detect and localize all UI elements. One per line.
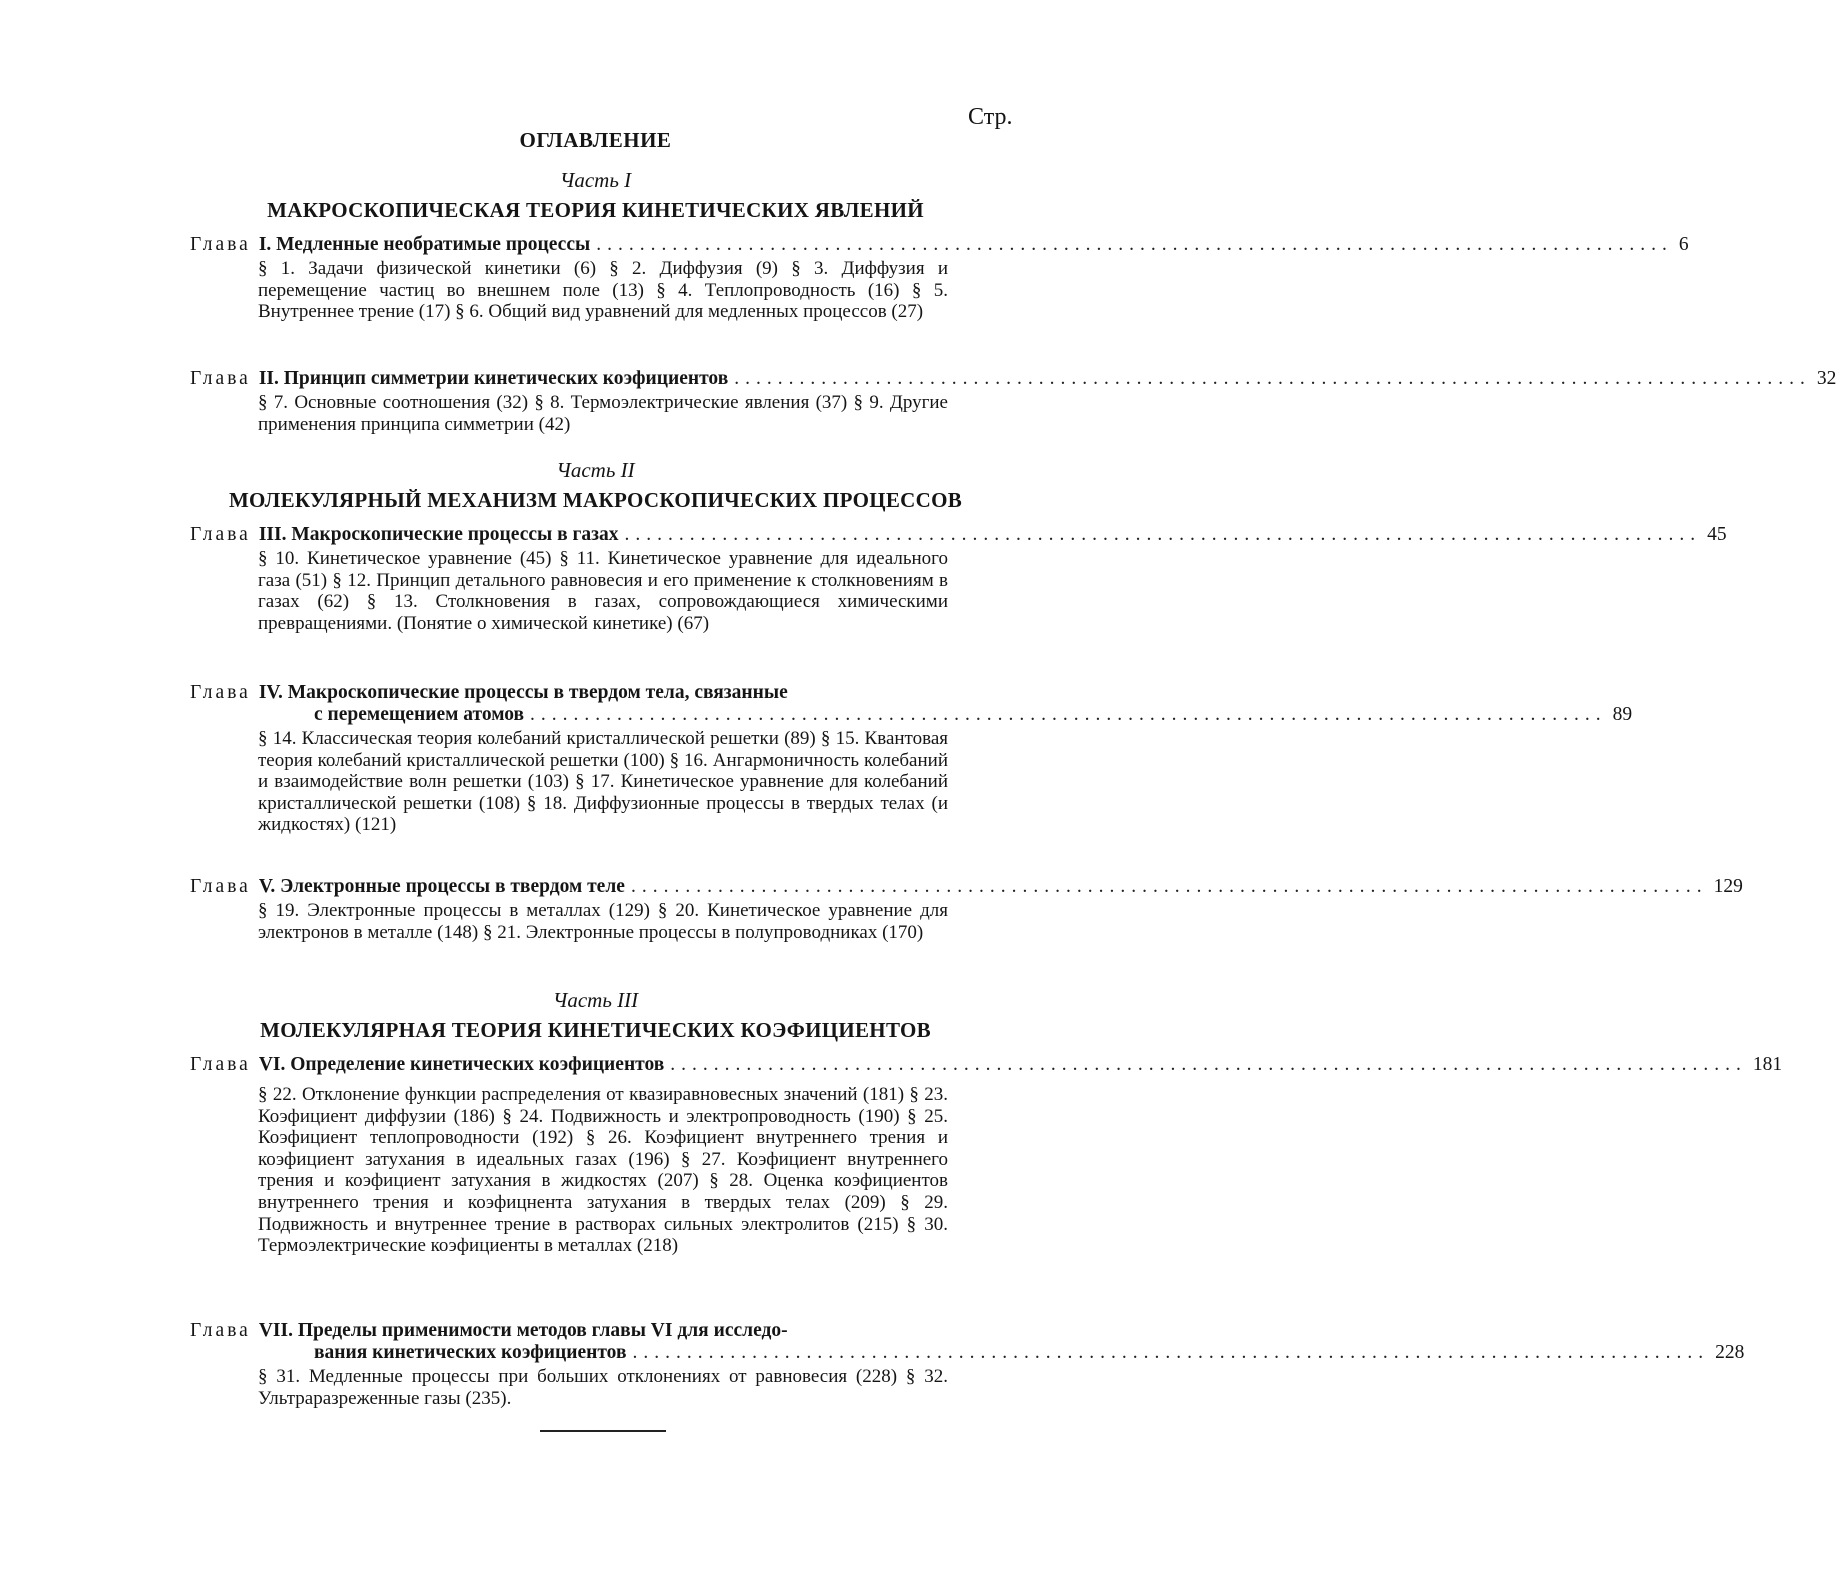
- chapter-4-number: IV.: [258, 682, 283, 703]
- chapter-3-number: III.: [258, 524, 287, 545]
- chapter-5-page: 129: [1713, 876, 1743, 897]
- chapter-4-title-cont: с перемещением атомов: [314, 704, 525, 725]
- chapter-4-title: Макроскопические процессы в твердом тела, связанные: [287, 682, 788, 703]
- chapter-1-heading: [190, 234, 1689, 256]
- chapter-7-number: VII.: [258, 1320, 293, 1341]
- chapter-7-sections: § 31. Медленные процессы при больших отклонениях от равновесия (228) § 32. Ультраразреженные газы (235).: [258, 1366, 948, 1409]
- chapter-2-page: 32: [1816, 368, 1836, 389]
- chapter-3-prefix: Глава: [190, 524, 251, 545]
- chapter-3-heading: [190, 524, 1727, 546]
- leader-dots: ...................................................................................................: [734, 368, 1811, 389]
- chapter-2-number: II.: [258, 368, 279, 389]
- chapter-6-heading: [190, 1054, 1783, 1076]
- leader-dots: ...................................................................................................: [530, 704, 1607, 725]
- leader-dots: ...................................................................................................: [596, 234, 1673, 255]
- chapter-7-title: Пределы применимости методов главы VI для исследо-: [297, 1320, 788, 1341]
- chapter-7-page: 228: [1715, 1342, 1745, 1363]
- page-column-label: Стр.: [968, 104, 1013, 130]
- toc-title: ОГЛАВЛЕНИЕ: [519, 128, 672, 152]
- chapter-7-prefix: Глава: [190, 1320, 251, 1341]
- chapter-3-title: Макроскопические процессы в газах: [291, 524, 619, 545]
- chapter-7-heading: [190, 1320, 1030, 1342]
- part-2-title: МОЛЕКУЛЯРНЫЙ МЕХАНИЗМ МАКРОСКОПИЧЕСКИХ ПРОЦЕССОВ: [228, 488, 963, 512]
- leader-dots: ...................................................................................................: [670, 1054, 1747, 1075]
- chapter-3-sections: § 10. Кинетическое уравнение (45) § 11. Кинетическое уравнение для идеального газа (51) § 12. Принцип детального равновесия и его применение к столкновениям в газах (62) § 13. Столкновения в газах, сопровождающиеся химическими превращениями. (Понятие о химической кинетике) (67): [258, 548, 948, 634]
- chapter-7-title-cont: вания кинетических коэфициентов: [314, 1342, 627, 1363]
- chapter-5-title: Электронные процессы в твердом теле: [280, 876, 625, 897]
- chapter-3-page: 45: [1707, 524, 1727, 545]
- chapter-4-heading: [190, 682, 1030, 704]
- chapter-3: [190, 524, 1727, 634]
- chapter-6-prefix: Глава: [190, 1054, 251, 1075]
- chapter-5-heading: [190, 876, 1743, 898]
- chapter-4-sections: § 14. Классическая теория колебаний кристаллической решетки (89) § 15. Квантовая теория колебаний кристаллической решетки (100) § 16. Ангармоничность колебаний и взаимодействие волн решетки (103) § 17. Кинетическое уравнение для колебаний кристаллической решетки (108) § 18. Диффузионные процессы в твердых телах (и жидкостях) (121): [258, 728, 948, 836]
- chapter-5-number: V.: [258, 876, 276, 897]
- chapter-1-number: I.: [258, 234, 272, 255]
- chapter-1-title: Медленные необратимые процессы: [276, 234, 591, 255]
- leader-dots: ...................................................................................................: [624, 524, 1702, 545]
- chapter-6-page: 181: [1752, 1054, 1783, 1075]
- chapter-4-heading-cont: [190, 704, 1633, 726]
- end-rule: [540, 1430, 666, 1432]
- chapter-4-prefix: Глава: [190, 682, 251, 703]
- chapter-6: [190, 1054, 1783, 1257]
- chapter-2-sections: § 7. Основные соотношения (32) § 8. Термоэлектрические явления (37) § 9. Другие применения принципа симметрии (42): [258, 392, 948, 435]
- chapter-7: [190, 1320, 1745, 1409]
- part-3-title: МОЛЕКУЛЯРНАЯ ТЕОРИЯ КИНЕТИЧЕСКИХ КОЭФИЦИЕНТОВ: [260, 1018, 931, 1042]
- part-3-label: Часть III: [552, 988, 639, 1012]
- part-1-title: МАКРОСКОПИЧЕСКАЯ ТЕОРИЯ КИНЕТИЧЕСКИХ ЯВЛЕНИЙ: [267, 198, 924, 222]
- chapter-1-page: 6: [1678, 234, 1689, 255]
- chapter-5-prefix: Глава: [190, 876, 251, 897]
- chapter-4: [190, 682, 1633, 836]
- chapter-2-title: Принцип симметрии кинетических коэфициентов: [283, 368, 729, 389]
- leader-dots: ...................................................................................................: [632, 1342, 1710, 1363]
- leader-dots: ...................................................................................................: [630, 876, 1708, 897]
- chapter-2-heading: [190, 368, 1836, 390]
- chapter-2: [190, 368, 1836, 435]
- chapter-1-prefix: Глава: [190, 234, 251, 255]
- chapter-4-page: 89: [1612, 704, 1633, 725]
- chapter-1-sections: § 1. Задачи физической кинетики (6) § 2. Диффузия (9) § 3. Диффузия и перемещение частиц во внешнем поле (13) § 4. Теплопроводность (16) § 5. Внутреннее трение (17) § 6. Общий вид уравнений для медленных процессов (27): [258, 258, 948, 323]
- chapter-5: [190, 876, 1743, 943]
- chapter-2-prefix: Глава: [190, 368, 251, 389]
- chapter-5-sections: § 19. Электронные процессы в металлах (129) § 20. Кинетическое уравнение для электронов в металле (148) § 21. Электронные процессы в полупроводниках (170): [258, 900, 948, 943]
- chapter-6-number: VI.: [258, 1054, 286, 1075]
- chapter-1: [190, 234, 1689, 323]
- chapter-7-heading-cont: [190, 1342, 1745, 1364]
- part-1-label: Часть I: [559, 168, 632, 192]
- chapter-6-title: Определение кинетических коэфициентов: [290, 1054, 665, 1075]
- part-2-label: Часть II: [556, 458, 635, 482]
- chapter-6-sections: § 22. Отклонение функции распределения от квазиравновесных значений (181) § 23. Коэфициент диффузии (186) § 24. Подвижность и электропроводность (190) § 25. Коэфициент теплопроводности (192) § 26. Коэфициент внутреннего трения и коэфициент затухания в идеальных газах (196) § 27. Коэфициент внутреннего трения и коэфициент затухания в жидкостях (207) § 28. Оценка коэфициентов внутреннего трения и коэфицнента затухания в твердых телах (209) § 29. Подвижность и внутреннее трение в растворах сильных электролитов (215) § 30. Термоэлектрические коэфициенты в металлах (218): [258, 1084, 948, 1257]
